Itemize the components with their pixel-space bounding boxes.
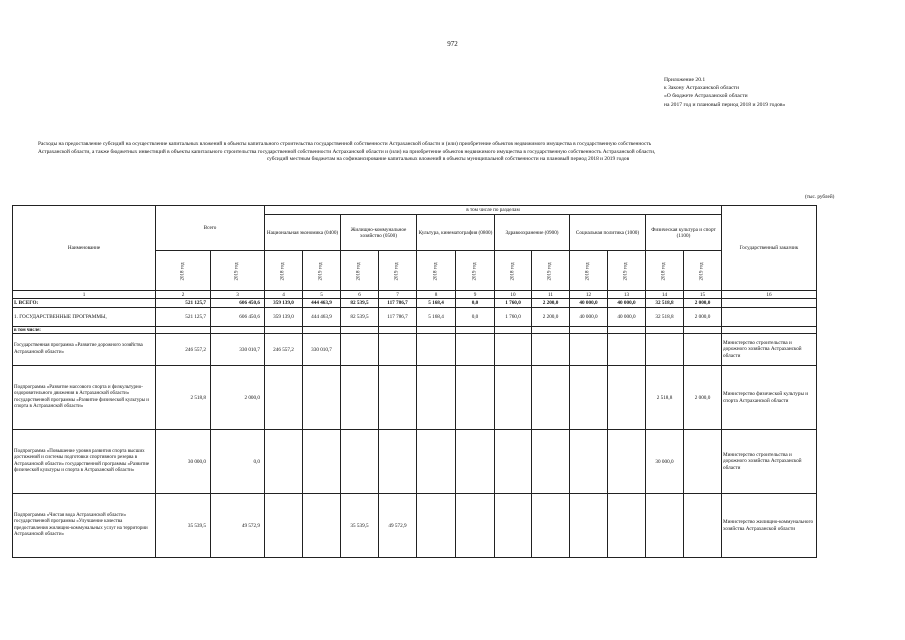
cell-value [265,366,303,430]
col-number: 3 [211,291,265,299]
col-number: 1 [13,291,156,299]
cell-value: 521 125,7 [156,308,211,327]
cell-value: 359 139,0 [265,308,303,327]
cell-value: 35 539,5 [341,494,379,558]
cell-value [417,366,456,430]
cell-value [303,430,341,494]
cell-value: 5 168,4 [417,308,456,327]
cell-value: 40 000,0 [570,299,608,308]
header-year: 2018 год [156,251,211,291]
header-year: 2018 год [417,251,456,291]
appendix-line: Приложение 20.1 [664,77,706,83]
header-year: 2019 год [211,251,265,291]
header-total: Всего [156,206,265,251]
cell-value: 2 200,0 [532,299,570,308]
cell-value: 2 518,8 [646,366,684,430]
cell-value [379,334,417,366]
col-number: 13 [608,291,646,299]
title-line: Расходы на предоставление субсидий на осуществление капитальных вложений в объекты капитального строительства государственной собственности Астраханской области и (или) приобретение объектов недвижимого имущества в государственную собственность [38,141,652,147]
cell-value [341,334,379,366]
header-year: 2018 год [570,251,608,291]
col-number: 16 [722,291,817,299]
total-row [13,299,817,308]
cell-value [379,366,417,430]
header-section: Жилищно-коммунальное хозяйство (0500) [341,215,417,251]
row-customer: Министерство строительства и дорожного хозяйства Астраханской области [722,430,817,494]
header-section: Социальная политика (1000) [570,215,646,251]
header-year: 2019 год [379,251,417,291]
cell-value [646,494,684,558]
cell-value: 117 786,7 [379,299,417,308]
row-customer: Министерство физической культуры и спорта Астраханской области [722,366,817,430]
cell-value: 246 557,2 [156,334,211,366]
row-customer: Министерство жилищно-коммунального хозяйства Астраханской области [722,494,817,558]
cell-value: 49 572,9 [211,494,265,558]
title-line: Астраханской области, а также бюджетных инвестиций в объекты капитального строительства государственной собственности Астраханской области и (или) на приобретение объектов недвижимого имущества в государственную собственность Астраханской области, [38,148,656,155]
cell-value [341,366,379,430]
header-year: 2019 год [303,251,341,291]
cell-value: 2 518,8 [156,366,211,430]
column-number-row [13,291,817,299]
cell-value [608,366,646,430]
cell-value [379,430,417,494]
row-customer [722,308,817,327]
cell-value [303,494,341,558]
cell-value: 359 139,0 [265,299,303,308]
cell-value [608,494,646,558]
cell-value: 2 000,0 [211,366,265,430]
cell-value [456,430,495,494]
header-year: 2018 год [646,251,684,291]
header-customer: Государственный заказчик [722,206,817,291]
header-name: Наименование [13,206,156,291]
col-number: 12 [570,291,608,299]
cell-value: 82 539,5 [341,308,379,327]
cell-value [570,366,608,430]
cell-value [265,494,303,558]
program-row [13,494,817,558]
header-section: Национальная экономика (0400) [265,215,341,251]
header-section: Физическая культура и спорт (1100) [646,215,722,251]
incl-label: в том числе: [13,327,156,334]
cell-value: 330 010,7 [211,334,265,366]
cell-value [532,334,570,366]
cell-value: 35 539,5 [156,494,211,558]
col-number: 7 [379,291,417,299]
cell-value [570,494,608,558]
cell-value: 0,0 [456,299,495,308]
header-year: 2019 год [684,251,722,291]
header-section: Культура, кинематография (0800) [417,215,495,251]
cell-value [417,494,456,558]
incl-row [13,327,817,334]
cell-value [341,430,379,494]
cell-value: 40 000,0 [608,299,646,308]
cell-value: 444 463,9 [303,308,341,327]
cell-value: 40 000,0 [570,308,608,327]
cell-value: 606 450,6 [211,299,265,308]
cell-value: 0,0 [211,430,265,494]
cell-value: 1 760,0 [495,308,532,327]
cell-value: 30 000,0 [646,430,684,494]
header-year: 2019 год [532,251,570,291]
header-year: 2019 год [608,251,646,291]
cell-value [495,366,532,430]
appendix-line: на 2017 год и плановый период 2018 и 2019 годов» [664,101,786,108]
title-line: субсидий местным бюджетам на софинансирование капитальных вложений в объекты муниципальной собственности на плановый период 2018 и 2019 годов [266,156,630,163]
col-number: 5 [303,291,341,299]
col-number: 6 [341,291,379,299]
cell-value [684,430,722,494]
col-number: 2 [156,291,211,299]
cell-value: 2 000,0 [684,299,722,308]
cell-value [684,334,722,366]
cell-value: 606 450,6 [211,308,265,327]
cell-value [456,334,495,366]
row-name: Государственная программа «Развитие дорожного хозяйства Астраханской области» [13,334,156,366]
cell-value: 330 010,7 [303,334,341,366]
cell-value: 2 000,0 [684,308,722,327]
cell-value [608,334,646,366]
cell-value [646,334,684,366]
header-year: 2018 год [265,251,303,291]
cell-value: 1 760,0 [495,299,532,308]
cell-value [265,430,303,494]
row-name: Подпрограмма «Развитие массового спорта и физкультурно-оздоровительного движения в Астраханской области» государственной программы «Развитие физической культуры и спорта в Астраханской области» [13,366,156,430]
cell-value: 0,0 [456,308,495,327]
row-name: Подпрограмма «Чистая вода Астраханской области» государственной программы «Улучшение качества предоставления жилищно-коммунальных услуг на территории Астраханской области» [13,494,156,558]
cell-value: 32 518,8 [646,308,684,327]
budget-table [12,205,817,558]
cell-value: 246 557,2 [265,334,303,366]
program-row [13,366,817,430]
row-name: I. ВСЕГО: [13,299,156,308]
cell-value [495,334,532,366]
cell-value [495,494,532,558]
cell-value: 40 000,0 [608,308,646,327]
cell-value [417,430,456,494]
col-number: 10 [495,291,532,299]
col-number: 14 [646,291,684,299]
col-number: 4 [265,291,303,299]
cell-value [456,494,495,558]
appendix-block [664,76,785,109]
cell-value [532,430,570,494]
appendix-line: «О бюджете Астраханской области [664,93,748,100]
header-incl-sections: в том числе по разделам [265,206,722,215]
cell-value: 82 539,5 [341,299,379,308]
cell-value: 117 786,7 [379,308,417,327]
page-number: 972 [447,40,458,48]
col-number: 8 [417,291,456,299]
program-row [13,334,817,366]
appendix-line: к Закону Астраханской области [664,85,739,92]
row-name: 1. ГОСУДАРСТВЕННЫЕ ПРОГРАММЫ, [13,308,156,327]
cell-value [532,494,570,558]
cell-value [570,334,608,366]
col-number: 11 [532,291,570,299]
cell-value [608,430,646,494]
header-year: 2019 год [456,251,495,291]
cell-value [495,430,532,494]
cell-value: 444 463,9 [303,299,341,308]
col-number: 9 [456,291,495,299]
header-section: Здравоохранение (0900) [495,215,570,251]
cell-value [684,494,722,558]
cell-value [570,430,608,494]
document-title [38,141,858,164]
cell-value [456,366,495,430]
cell-value: 2 200,0 [532,308,570,327]
row-customer: Министерство строительства и дорожного хозяйства Астраханской области [722,334,817,366]
cell-value [532,366,570,430]
units-label: (тыс. рублей) [805,194,835,200]
col-number: 15 [684,291,722,299]
cell-value: 49 572,9 [379,494,417,558]
row-customer [722,299,817,308]
programs-row [13,308,817,327]
cell-value: 2 000,0 [684,366,722,430]
row-name: Подпрограмма «Повышение уровня развития спорта высших достижений и системы подготовки спортивного резерва в Астраханской области» государственной программы «Развитие физической культуры и спорта в Астраханской области» [13,430,156,494]
header-year: 2018 год [341,251,379,291]
cell-value: 32 518,8 [646,299,684,308]
cell-value [303,366,341,430]
program-row [13,430,817,494]
cell-value: 5 168,4 [417,299,456,308]
cell-value: 521 125,7 [156,299,211,308]
header-year: 2018 год [495,251,532,291]
cell-value: 30 000,0 [156,430,211,494]
cell-value [417,334,456,366]
